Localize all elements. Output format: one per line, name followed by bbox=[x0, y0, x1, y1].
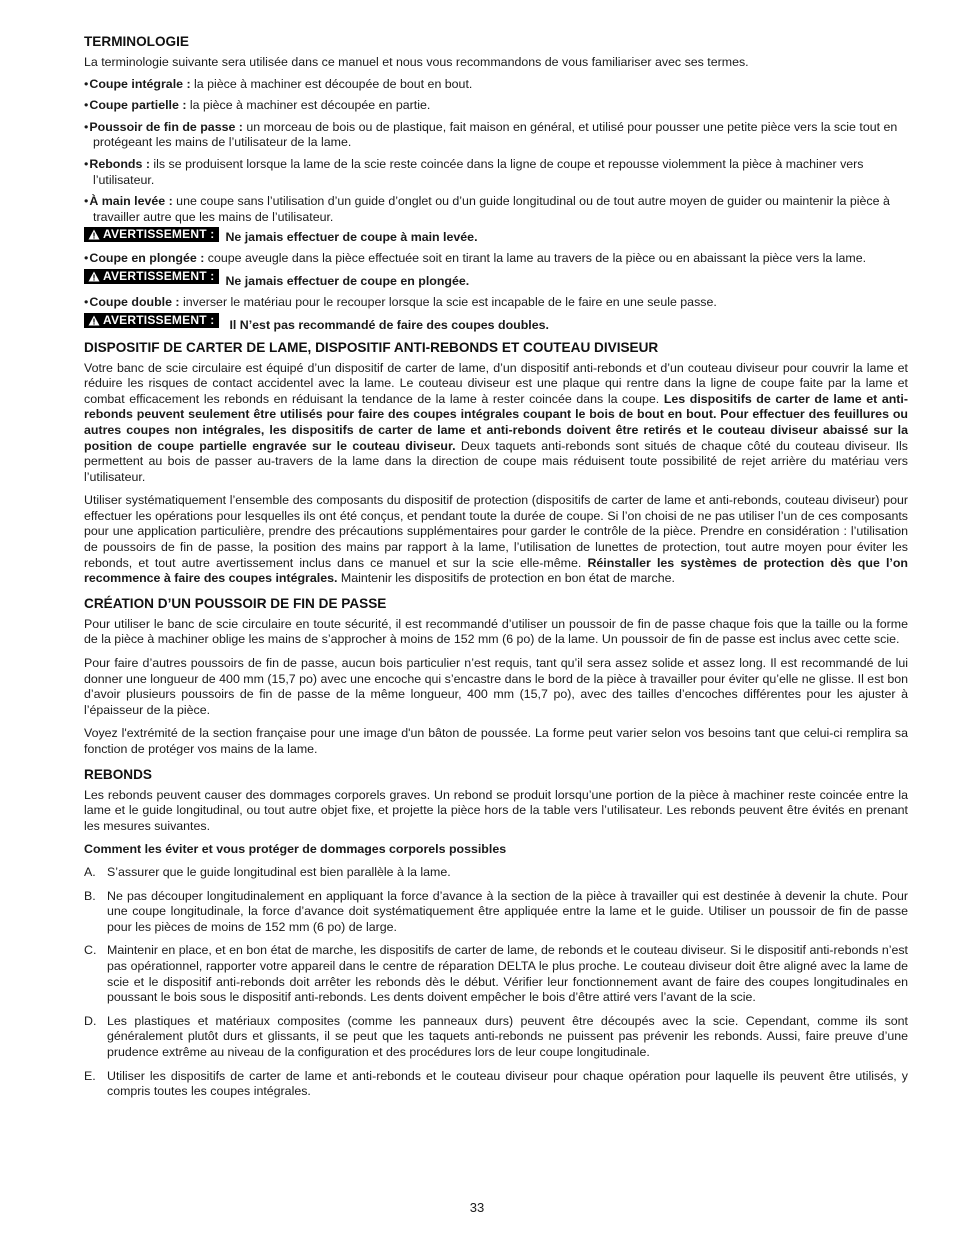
list-item bbox=[84, 1014, 908, 1061]
term-definition: la pièce à machiner est découpée en partie. bbox=[186, 98, 431, 113]
text-run: Maintenir les dispositifs de protection en bon état de marche. bbox=[337, 571, 675, 586]
warning-text: Ne jamais effectuer de coupe à main levée. bbox=[225, 230, 478, 245]
section-heading-dispositif: DISPOSITIF DE CARTER DE LAME, DISPOSITIF ANTI-REBONDS ET COUTEAU DIVISEUR bbox=[84, 339, 659, 355]
bullet-mark: • bbox=[84, 156, 89, 171]
list-text: Maintenir en place, et en bon état de marche, les dispositifs de carter de lame, de rebonds et le couteau diviseur. Si le dispositif anti-rebonds n’est pas opérationnel, rapporter votre appareil dans le centre de réparation DELTA le plus proche. Le couteau diviseur doit être aligné avec la lame de scie et le dispositif anti-rebonds doit arrêter les rebonds dès le début. Vérifier leur fonctionnement avant de faire des coupes longitudinales en poussant le bois sous le dispositif anti-rebonds. Les dents doivent empêcher le bois d’être attiré vers l’avant de la scie. bbox=[107, 943, 908, 1005]
term-definition: la pièce à machiner est découpée de bout en bout. bbox=[190, 76, 473, 91]
section-heading-terminologie: TERMINOLOGIE bbox=[84, 34, 189, 49]
term-definition: coupe aveugle dans la pièce effectuée soit en tirant la lame au travers de la pièce ou en abaissant la pièce vers la lame. bbox=[204, 251, 867, 266]
bullet-mark: • bbox=[84, 119, 89, 134]
term-rebonds bbox=[84, 157, 908, 188]
poussoir-paragraph-1: Pour utiliser le banc de scie circulaire en toute sécurité, il est recommandé d’utiliser un poussoir de fin de passe chaque fois que la taille ou la forme de la pièce à machiner oblige les mains de s’approcher à moins de 152 mm (6 po) de la lame. Un poussoir de fin de passe est inclus avec cette scie. bbox=[84, 616, 908, 647]
dispositif-paragraph-1 bbox=[84, 361, 908, 486]
section-heading-rebonds: REBONDS bbox=[84, 766, 152, 782]
term-plongee bbox=[84, 251, 908, 267]
text-run: Votre banc de scie circulaire est équipé d’un dispositif de carter de lame, d’un dispositif anti-rebonds et d’un couteau diviseur pour couvrir la lame et réduire les risques de contact accidentel avec la lame. Le couteau diviseur est une plaque qui rentre dans la ligne de coupe faite par la lame et combat efficacement les rebonds en réduisant la tendance de la lame à rester coincée dans la coupe. bbox=[84, 360, 908, 406]
warning-main-levee bbox=[84, 228, 908, 245]
list-text: Utiliser les dispositifs de carter de lame et anti-rebonds et le couteau diviseur pour chaque opération pour laquelle ils peuvent être utilisés, y compris toutes les coupes intégrales. bbox=[107, 1068, 908, 1099]
list-item bbox=[84, 889, 908, 936]
term-definition: une coupe sans l’utilisation d’un guide d’onglet ou d’un guide longitudinal ou de tout autre moyen de guider ou maintenir la pièce à travailler autre que les mains de l’utilisateur. bbox=[93, 194, 890, 224]
term-label: Poussoir de fin de passe : bbox=[89, 119, 243, 134]
list-item bbox=[84, 865, 908, 881]
text-run-bold: Les dispositifs de carter de lame et anti-rebonds peuvent seulement être utilisés pour faire des coupes intégrales coupant le bois de bout en bout. Pour effectuer des feuillures ou autres coupes non intégrales, les dispositifs de carter de lame et anti-rebonds doivent être retirés et le couteau diviseur abaissé sur la position de coupe partielle engravée sur le couteau diviseur. bbox=[84, 391, 908, 453]
term-label: À main levée : bbox=[89, 194, 173, 209]
rebonds-list bbox=[84, 865, 908, 1100]
bullet-mark: • bbox=[84, 98, 89, 113]
term-label: Rebonds : bbox=[89, 156, 150, 171]
bullet-mark: • bbox=[84, 294, 89, 309]
warning-badge bbox=[84, 227, 219, 242]
list-letter: A. bbox=[84, 864, 96, 879]
term-coupe-double bbox=[84, 295, 908, 311]
warning-text: Ne jamais effectuer de coupe en plongée. bbox=[225, 273, 470, 288]
list-text: Ne pas découper longitudinalement en appliquant la force d’avance à la section de la pièce à travailler qui est destinée à devenir la chute. Pour une coupe longitudinale, la force d’avance doit systématiquement être appliquée entre la lame et le guide. Utiliser un poussoir de fin de passe pour les pièces de moins de 152 mm (6 po) de large. bbox=[107, 888, 908, 934]
term-main-levee bbox=[84, 194, 908, 225]
warning-label: AVERTISSEMENT : bbox=[103, 268, 215, 283]
rebonds-paragraph: Les rebonds peuvent causer des dommages corporels graves. Un rebond se produit lorsqu’une portion de la pièce à machiner reste coincée entre la lame et le guide longitudinal, ou tout autre objet fixe, et projette la pièce hors de la table vers l’utilisateur. Les rebonds peuvent être évités en prenant les mesures suivantes. bbox=[84, 787, 908, 833]
list-item bbox=[84, 943, 908, 1005]
warning-label: AVERTISSEMENT : bbox=[103, 312, 215, 327]
term-definition: inverser le matériau pour le recouper lorsque la scie est incapable de le faire en une seule passe. bbox=[179, 294, 717, 309]
list-letter: E. bbox=[84, 1068, 96, 1083]
text-run: Deux taquets anti-rebonds sont situés de chaque côté du couteau diviseur. Ils permettent au bois de passer au-travers de la lame dans la direction de coupe mais réduisent toute possibilité de rejet arrière du matériau vers l’utilisateur. bbox=[84, 438, 908, 484]
bullet-mark: • bbox=[84, 251, 89, 266]
term-definition: un morceau de bois ou de plastique, fait maison en général, et utilisé pour pousser une petite pièce vers la scie tout en protégeant les mains de l’utilisateur de la lame. bbox=[93, 119, 898, 150]
poussoir-paragraph-2: Pour faire d’autres poussoirs de fin de passe, aucun bois particulier n’est requis, tant qu’il sera assez solide et assez long. Il est recommandé de lui donner une longueur de 400 mm (15,7 po) avec une encoche qui s’encastre dans le bord de la pièce à travailler pour éviter qu’elle ne glisse. Il est bon d’avoir plusieurs poussoirs de fin de passe de la même longueur, 400 mm (15,7 po), avec des tailles d’encoches différentes pour les ajuster à l’épaisseur de la pièce. bbox=[84, 656, 908, 717]
warning-badge bbox=[84, 313, 219, 328]
warning-coupe-double bbox=[84, 314, 908, 333]
text-run-bold: Réinstaller les systèmes de protection dès que l’on recommence à faire des coupes intégrales. bbox=[84, 555, 909, 586]
warning-text: Il N’est pas recommandé de faire des coupes doubles. bbox=[229, 317, 549, 332]
warning-label: AVERTISSEMENT : bbox=[103, 227, 215, 242]
rebonds-subheading: Comment les éviter et vous protéger de dommages corporels possibles bbox=[84, 842, 507, 857]
term-label: Coupe intégrale : bbox=[89, 76, 191, 91]
warning-plongee bbox=[84, 270, 908, 289]
list-text: Les plastiques et matériaux composites (comme les panneaux durs) peuvent être découpés avec la scie. Cependant, comme ils sont généralement plutôt durs et glissants, il se peut que les taquets anti-rebonds ne puissent pas prévenir les rebonds. Aussi, faire preuve d’une prudence extrême au niveau de la configuration et des procédures lors de leur coupe longitudinale. bbox=[107, 1013, 908, 1059]
warning-triangle-icon bbox=[88, 229, 100, 240]
term-definition: ils se produisent lorsque la lame de la scie reste coincée dans la ligne de coupe et repousse violemment la pièce à machiner vers l’utilisateur. bbox=[93, 156, 864, 187]
bullet-mark: • bbox=[84, 76, 89, 91]
term-coupe-partielle bbox=[84, 98, 908, 114]
page-content bbox=[84, 33, 908, 1108]
warning-triangle-icon bbox=[88, 315, 100, 326]
page-number: 33 bbox=[469, 1200, 485, 1215]
list-letter: B. bbox=[84, 888, 96, 903]
text-run: Utiliser systématiquement l’ensemble des composants du dispositif de protection (dispositifs de carter de lame et anti-rebonds, couteau diviseur) pour effectuer les opérations pour lesquelles ils ont été conçus, et pendant toute la durée de coupe. Si l’on choisi de ne pas utiliser l’un de ces composants pour une application particulière, prendre des précautions supplémentaires pour garder le contrôle de la pièce. Prendre en considération : l’utilisation de poussoirs de fin de passe, la position des mains par rapport à la lame, l’utilisation de lunettes de protection, tout autre moyen pour éviter les rebonds, et tout autre avertissement inclus dans ce manuel et sur la scie elle-même. bbox=[84, 493, 908, 570]
poussoir-paragraph-3: Voyez l'extrémité de la section française pour une image d'un bâton de poussée. La forme peut varier selon vos besoins tant que celui-ci remplira sa fonction de protéger vos mains de la lame. bbox=[84, 726, 908, 756]
terminology-intro: La terminologie suivante sera utilisée dans ce manuel et nous vous recommandons de vous familiariser avec ses termes. bbox=[84, 55, 749, 69]
list-item bbox=[84, 1069, 908, 1100]
term-poussoir bbox=[84, 120, 908, 151]
list-letter: D. bbox=[84, 1013, 97, 1028]
dispositif-paragraph-2 bbox=[84, 493, 908, 587]
list-text: S’assurer que le guide longitudinal est bien parallèle à la lame. bbox=[107, 864, 451, 879]
section-heading-poussoir: CRÉATION D’UN POUSSOIR DE FIN DE PASSE bbox=[84, 595, 387, 611]
bullet-mark: • bbox=[84, 194, 89, 209]
warning-badge bbox=[84, 269, 219, 284]
warning-triangle-icon bbox=[88, 271, 100, 282]
term-coupe-integrale bbox=[84, 77, 908, 93]
list-letter: C. bbox=[84, 943, 97, 958]
term-label: Coupe partielle : bbox=[89, 98, 187, 113]
term-label: Coupe double : bbox=[89, 294, 180, 309]
term-label: Coupe en plongée : bbox=[89, 251, 205, 266]
